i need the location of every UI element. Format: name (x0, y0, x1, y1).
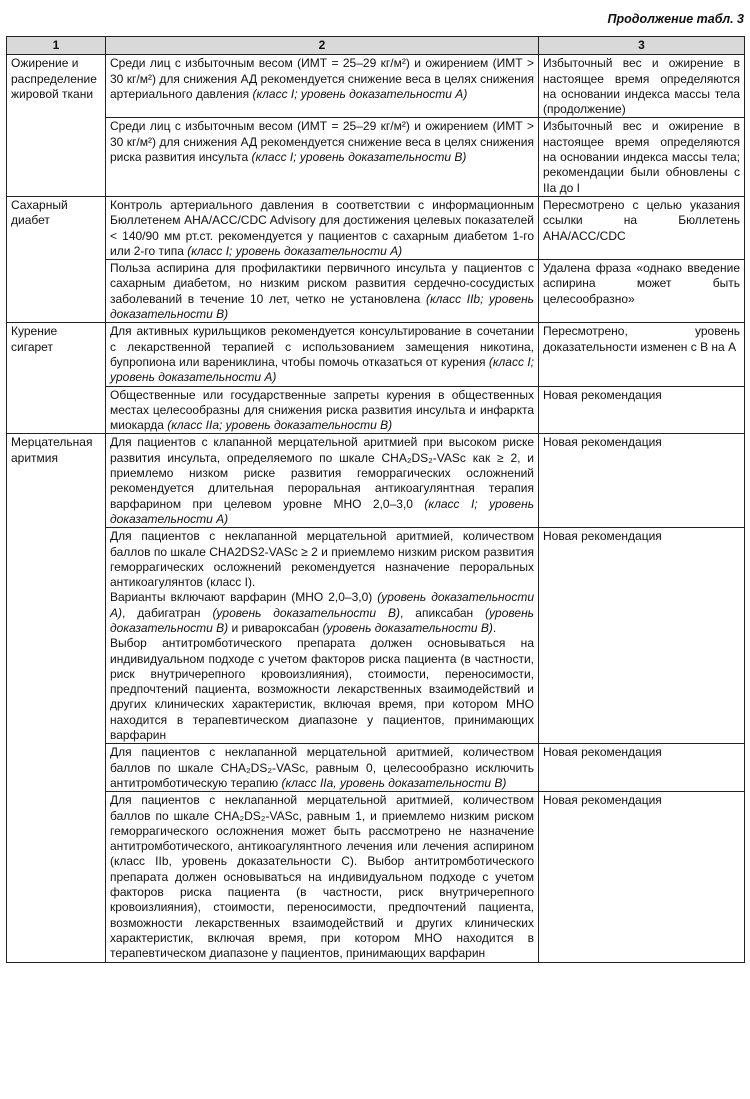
table-row (7, 744, 745, 792)
recommendations-table (6, 36, 745, 963)
recommendation-text: Выбор антитромботического препарата должен основываться на индивидуальном подходе с учетом факторов риска пациента (в частности, риск внутричерепного кровоизлияния), стоимости, переносимости, предпочтений пациента, возможности лекарственных взаимодействий и других клинических характеристик, включая время, при котором МНО находится в терапевтическом диапазоне у пациентов, принимающих варфарин (110, 636, 534, 743)
recommendation-text: Для пациентов с клапанной мерцательной аритмией при высоком риске развития инсульта, определяемого по шкале CHA₂DS₂-VASc как ≥ 2, и приемлемо низком риске развития геморрагических осложнений рекомендуется длительная пероральная антикоагулянтная терапия варфарином при целевом уровне МНО 2,0–3,0 (110, 435, 534, 511)
section-name-cell: Курение сигарет (7, 323, 106, 434)
recommendation-text: . (492, 620, 497, 635)
revision-note-cell: Новая рекомендация (539, 528, 745, 744)
header-col-3: 3 (539, 37, 745, 55)
evidence-level-text: (уровень доказательности В) (212, 605, 401, 620)
evidence-level-text: (уровень доказательности А) (110, 590, 535, 620)
evidence-level-text: (класс I; уровень доказательности А) (110, 354, 534, 385)
evidence-level-text: (уровень доказательности В) (322, 620, 493, 635)
recommendation-cell (106, 386, 539, 434)
recommendation-text: Варианты включают варфарин (МНО 2,0–3,0) (110, 590, 378, 605)
recommendation-text: Для пациентов с неклапанной мерцательной аритмией, количеством баллов по шкале CHA2DS2-VASc ≥ 2 и приемлемо низким риском развития геморрагических осложнений рекомендуется назначение пероральных антикоагулянтов (класс I). (110, 529, 534, 590)
table-body (7, 55, 745, 962)
evidence-level-text: (класс IIa; уровень доказательности В) (167, 418, 393, 433)
section-name-cell: Мерцательная аритмия (7, 434, 106, 962)
header-col-1: 1 (7, 37, 106, 55)
table-row (7, 386, 745, 434)
revision-note-cell: Избыточный вес и ожирение в настоящее время определяются на основании индекса массы тела (продолжение) (539, 55, 745, 118)
recommendation-text: Контроль артериального давления в соответствии с информационным Бюллетенем AHA/ACC/CDC Advisory для достижения целевых показателей < 140/90 мм рт.ст. рекомендуется у пациентов с сахарным диабетом 1-го или 2-го типа (110, 197, 534, 258)
table-row (7, 323, 745, 386)
revision-note-cell: Пересмотрено, уровень доказательности изменен с В на А (539, 323, 745, 386)
header-row (7, 37, 745, 55)
table-row (7, 260, 745, 323)
recommendation-cell (106, 528, 539, 744)
recommendation-cell (106, 744, 539, 792)
recommendation-text: и ривароксабан (228, 620, 323, 635)
evidence-level-text: (уровень доказательности В) (110, 605, 534, 635)
recommendation-cell (106, 55, 539, 118)
evidence-level-text: (класс IIb; уровень доказательности В) (110, 291, 534, 322)
evidence-level-text: (класс I; уровень доказательности В) (251, 150, 467, 165)
revision-note-cell: Новая рекомендация (539, 386, 745, 434)
evidence-level-text: (класс I; уровень доказательности А) (110, 496, 535, 526)
recommendation-cell (106, 434, 539, 528)
section-name-cell: Сахарный диабет (7, 196, 106, 322)
recommendation-cell (106, 118, 539, 196)
revision-note-cell: Новая рекомендация (539, 434, 745, 528)
table-row (7, 55, 745, 118)
table-row (7, 118, 745, 196)
table-caption: Продолжение табл. 3 (607, 12, 744, 26)
table-row (7, 528, 745, 744)
recommendation-cell (106, 792, 539, 962)
header-col-2: 2 (106, 37, 539, 55)
recommendation-cell (106, 260, 539, 323)
recommendation-cell (106, 323, 539, 386)
evidence-level-text: (класс I; уровень доказательности А) (252, 86, 468, 101)
revision-note-cell: Пересмотрено с целью указания ссылки на Бюллетень AHA/ACC/CDC (539, 196, 745, 259)
table-row (7, 434, 745, 528)
table-row (7, 792, 745, 962)
recommendation-text: Польза аспирина для профилактики первичного инсульта у пациентов с сахарным диабетом, но низким риском развития сердечно-сосудистых заболеваний в течение 10 лет, четко не установлена (110, 261, 534, 306)
recommendation-text: Для пациентов с неклапанной мерцательной аритмией, количеством баллов по шкале CHA₂DS₂-VASc, равным 0, целесообразно исключить антитромботическую терапию (110, 745, 534, 790)
revision-note-cell: Удалена фраза «однако введение аспирина может быть целесообразно» (539, 260, 745, 323)
recommendation-text: Среди лиц с избыточным весом (ИМТ = 25–29 кг/м²) и ожирением (ИМТ > 30 кг/м²) для снижения АД рекомендуется снижение веса в целях снижения артериального давления (110, 56, 534, 101)
section-name-cell: Ожирение и распределение жировой ткани (7, 55, 106, 197)
recommendation-text: , апиксабан (400, 605, 486, 620)
recommendation-cell (106, 196, 539, 259)
revision-note-cell: Новая рекомендация (539, 792, 745, 962)
revision-note-cell: Избыточный вес и ожирение в настоящее время определяются на основании индекса массы тела; рекомендации были обновлены с IIa до I (539, 118, 745, 196)
revision-note-cell: Новая рекомендация (539, 744, 745, 792)
recommendation-text: , дабигатран (122, 605, 213, 620)
recommendation-text: Общественные или государственные запреты курения в общественных местах целесообразны для снижения риска развития инсульта и инфаркта миокарда (110, 387, 534, 433)
recommendation-text: Для активных курильщиков рекомендуется консультирование в сочетании с лекарственной терапией с использованием замещения никотина, бупропиона или варениклина, чтобы помочь отказаться от курения (110, 324, 534, 369)
evidence-level-text: (класс IIa, уровень доказательности В) (281, 775, 507, 790)
evidence-level-text: (класс I; уровень доказательности А) (187, 243, 403, 258)
recommendation-text: Среди лиц с избыточным весом (ИМТ = 25–29 кг/м²) и ожирением (ИМТ > 30 кг/м²) для снижения АД рекомендуется снижение веса в целях снижения риска развития инсульта (110, 119, 534, 165)
recommendation-text: Для пациентов с неклапанной мерцательной аритмией, количеством баллов по шкале CHA₂DS₂-VASc, равным 1, и приемлемо низким риском геморрагического осложнения может быть рассмотрено не назначение антитромботического, антикоагулянтного лечения или лечения аспирином (класс IIb, уровень доказательности C). Выбор антитромботического препарата должен основываться на индивидуальном подходе с учетом факторов риска пациента (в частности, риск внутричерепного кровоизлияния), стоимости, переносимости, предпочтений пациента, возможности лекарственных взаимодействий и других клинических характеристик, включая время, при котором МНО находится в терапевтическом диапазоне у пациентов, принимающих варфарин (110, 793, 534, 961)
table-row (7, 196, 745, 259)
